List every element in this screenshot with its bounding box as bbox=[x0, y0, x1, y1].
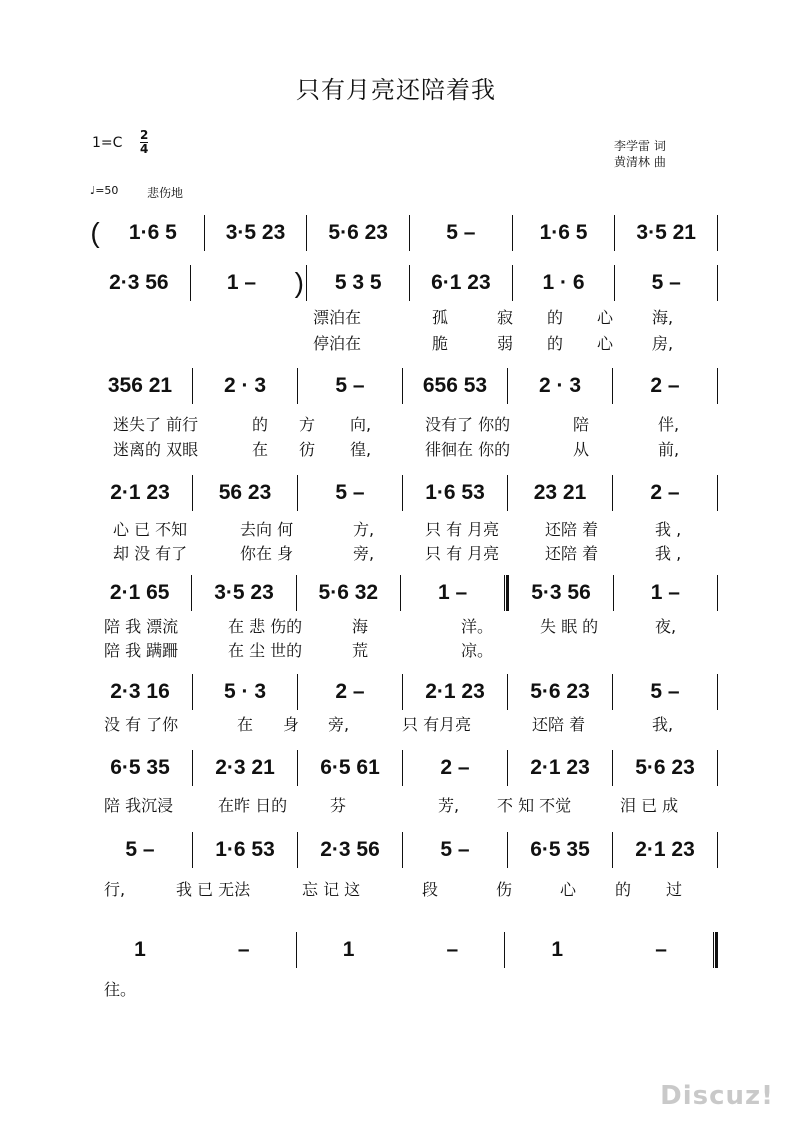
mood-marking: 悲伤地 bbox=[147, 186, 184, 200]
measure: 2 · 3 bbox=[223, 374, 267, 397]
measure: 5 – bbox=[440, 838, 470, 861]
measure: 2 – bbox=[650, 374, 680, 397]
measure: 23 21 bbox=[533, 481, 587, 504]
lyric-word: 心 bbox=[597, 334, 614, 353]
lyric-word: 没有了 你的 bbox=[425, 415, 511, 434]
lyric-line bbox=[88, 877, 718, 899]
lyric-word: 徨, bbox=[350, 440, 372, 459]
lyric-word: 在 悲 伤的 bbox=[228, 617, 303, 636]
lyric-word: 还陪 着 bbox=[532, 715, 586, 734]
lyric-word: 方 bbox=[299, 415, 316, 434]
lyric-line bbox=[88, 977, 718, 999]
measure: 1·6 53 bbox=[425, 481, 485, 504]
measure: 5·6 32 bbox=[318, 581, 379, 604]
barline bbox=[717, 215, 718, 251]
lyric-word: 还陪 着 bbox=[545, 544, 599, 563]
measure: 6·5 61 bbox=[320, 756, 380, 779]
measure: 2·3 56 bbox=[320, 838, 380, 861]
time-signature-bottom: 4 bbox=[140, 142, 149, 156]
barline bbox=[717, 368, 718, 404]
lyric-word: 只 有 月亮 bbox=[425, 544, 500, 563]
lyric-word: 芳, bbox=[438, 796, 460, 815]
lyric-word: 海, bbox=[652, 308, 674, 327]
composer: 黄清林 曲 bbox=[614, 155, 666, 169]
measure: 2·3 16 bbox=[110, 680, 170, 703]
lyric-line bbox=[88, 331, 718, 353]
measure: 2 – bbox=[335, 680, 365, 703]
music-line bbox=[88, 366, 718, 406]
measure: – bbox=[655, 938, 667, 961]
final-barline bbox=[713, 932, 718, 968]
measure: 1 bbox=[551, 938, 564, 961]
music-line bbox=[88, 573, 718, 613]
lyric-word: 我 已 无法 bbox=[176, 880, 251, 899]
lyric-word: 陪 bbox=[573, 415, 590, 434]
measure: – bbox=[237, 938, 250, 961]
measure: 2 – bbox=[650, 481, 680, 504]
measure: 1 · 6 bbox=[542, 271, 585, 294]
lyric-word: 迷失了 前行 bbox=[113, 415, 199, 434]
lyric-line bbox=[88, 614, 718, 636]
measure: 1 – bbox=[650, 581, 680, 604]
measure: 2·1 23 bbox=[110, 481, 170, 504]
measure: 2 · 3 bbox=[538, 374, 582, 397]
measure: 5·6 23 bbox=[635, 756, 695, 779]
measure: 2·1 23 bbox=[530, 756, 590, 779]
measure: 1 bbox=[342, 938, 355, 961]
lyric-word: 的 bbox=[547, 308, 564, 327]
lyric-word: 弱 bbox=[497, 334, 514, 353]
lyric-word: 迷离的 双眼 bbox=[113, 440, 199, 459]
measure: 2·1 23 bbox=[635, 838, 695, 861]
measure: 5 – bbox=[651, 271, 681, 294]
measure: 1·6 5 bbox=[539, 221, 588, 244]
measure: – bbox=[446, 938, 459, 961]
lyric-word: 旁, bbox=[328, 715, 350, 734]
measure: 2·3 56 bbox=[109, 271, 169, 294]
lyric-word: 脆 bbox=[432, 334, 449, 353]
barline bbox=[717, 575, 718, 611]
lyric-word: 陪 我 漂流 bbox=[104, 617, 179, 636]
barline bbox=[717, 832, 718, 868]
tempo-marking: ♩=50 bbox=[90, 184, 119, 197]
lyric-word: 伴, bbox=[658, 415, 680, 434]
measure: 5 – bbox=[650, 680, 680, 703]
measure: 6·5 35 bbox=[530, 838, 590, 861]
measure: 2·1 65 bbox=[109, 581, 170, 604]
lyric-word: 伤 bbox=[496, 880, 513, 899]
music-line bbox=[88, 830, 718, 870]
lyric-word: 失 眠 的 bbox=[540, 617, 599, 636]
lyric-word: 漂泊在 bbox=[313, 308, 362, 327]
lyric-word: 从 bbox=[573, 440, 590, 459]
lyric-word: 寂 bbox=[497, 308, 514, 327]
lyric-word: 往。 bbox=[104, 980, 137, 999]
lyric-line bbox=[88, 305, 718, 327]
music-line bbox=[88, 672, 718, 712]
lyric-word: 的 bbox=[547, 334, 564, 353]
lyric-word: 心 bbox=[560, 880, 577, 899]
barline bbox=[717, 265, 718, 301]
lyric-word: 在 bbox=[252, 440, 269, 459]
measure: 2 – bbox=[440, 756, 470, 779]
lyric-line bbox=[88, 517, 718, 539]
barline bbox=[717, 674, 718, 710]
lyric-word: 在昨 日的 bbox=[218, 796, 288, 815]
measure: 3·5 23 bbox=[225, 221, 286, 244]
lyric-word: 洋。 bbox=[461, 617, 494, 636]
lyric-word: 方, bbox=[353, 520, 375, 539]
time-signature bbox=[140, 129, 148, 156]
measure: 6·1 23 bbox=[431, 271, 491, 294]
measure: 5 – bbox=[125, 838, 155, 861]
lyric-word: 夜, bbox=[655, 617, 677, 636]
barline bbox=[717, 475, 718, 511]
lyric-word: 停泊在 bbox=[313, 334, 362, 353]
lyric-word: 荒 bbox=[352, 641, 369, 660]
measure: 5 3 5 bbox=[334, 271, 382, 294]
measure: 356 21 bbox=[107, 374, 173, 397]
parenthesis: ) bbox=[294, 267, 304, 298]
music-line bbox=[88, 213, 718, 253]
lyric-word: 彷 bbox=[299, 440, 316, 459]
measure: 1 bbox=[134, 938, 146, 961]
measure: 1 – bbox=[226, 271, 257, 294]
lyric-word: 向, bbox=[350, 415, 372, 434]
lyric-word: 的 bbox=[252, 415, 269, 434]
lyric-word: 去向 何 bbox=[240, 520, 294, 539]
lyric-word: 旁, bbox=[353, 544, 375, 563]
measure: 3·5 23 bbox=[214, 581, 274, 604]
lyric-word: 陪 我沉浸 bbox=[104, 796, 174, 815]
lyric-word: 你在 身 bbox=[240, 544, 294, 563]
lyric-line bbox=[88, 412, 718, 434]
measure: 1·6 53 bbox=[215, 838, 275, 861]
lyric-word: 我, bbox=[652, 715, 674, 734]
lyric-word: 行, bbox=[104, 880, 126, 899]
lyric-word: 陪 我 蹒跚 bbox=[104, 641, 179, 660]
music-line bbox=[88, 473, 718, 513]
measure: 56 23 bbox=[218, 481, 272, 504]
lyric-word: 在 bbox=[237, 715, 254, 734]
key-signature: 1=C bbox=[92, 135, 123, 151]
lyric-word: 我 , bbox=[655, 544, 682, 563]
watermark: Discuz! bbox=[660, 1081, 774, 1111]
lyric-word: 身 bbox=[283, 715, 300, 734]
measure: 656 53 bbox=[422, 374, 488, 397]
lyric-word: 芬 bbox=[330, 796, 347, 815]
lyric-line bbox=[88, 712, 718, 734]
lyric-word: 房, bbox=[652, 334, 674, 353]
measure: 5·6 23 bbox=[328, 221, 388, 244]
lyric-word: 海 bbox=[352, 617, 369, 636]
lyric-word: 忘 记 这 bbox=[302, 880, 361, 899]
measure: 5 – bbox=[335, 481, 365, 504]
lyric-word: 只 有 月亮 bbox=[425, 520, 500, 539]
music-line bbox=[88, 748, 718, 788]
lyricist: 李学雷 词 bbox=[614, 139, 666, 153]
lyric-word: 孤 bbox=[432, 308, 449, 327]
lyric-word: 不 知 不觉 bbox=[497, 796, 572, 815]
lyric-word: 只 有月亮 bbox=[402, 715, 472, 734]
lyric-line bbox=[88, 437, 718, 459]
measure: 1·6 5 bbox=[128, 221, 177, 244]
lyric-word: 心 已 不知 bbox=[113, 520, 188, 539]
lyric-word: 我 , bbox=[655, 520, 682, 539]
lyric-word: 却 没 有了 bbox=[113, 544, 188, 563]
parenthesis: ( bbox=[90, 217, 100, 248]
measure: 6·5 35 bbox=[110, 756, 170, 779]
measure: 5 – bbox=[446, 221, 476, 244]
song-title: 只有月亮还陪着我 bbox=[296, 76, 496, 104]
lyric-word: 前, bbox=[658, 440, 680, 459]
music-line bbox=[88, 930, 718, 970]
credits bbox=[614, 138, 666, 170]
lyric-word: 凉。 bbox=[461, 641, 494, 660]
lyric-word: 心 bbox=[597, 308, 614, 327]
lyric-line bbox=[88, 793, 718, 815]
lyric-word: 还陪 着 bbox=[545, 520, 599, 539]
lyric-word: 泪 已 成 bbox=[620, 796, 679, 815]
measure: 1 – bbox=[438, 581, 468, 604]
measure: 3·5 21 bbox=[636, 221, 696, 244]
measure: 5 · 3 bbox=[223, 680, 267, 703]
music-line bbox=[88, 263, 718, 303]
measure: 2·1 23 bbox=[425, 680, 485, 703]
lyric-word: 徘徊在 你的 bbox=[425, 440, 511, 459]
measure: 2·3 21 bbox=[215, 756, 275, 779]
barline bbox=[717, 750, 718, 786]
time-signature-top: 2 bbox=[140, 128, 149, 142]
measure: 5 – bbox=[335, 374, 365, 397]
measure: 5·3 56 bbox=[531, 581, 591, 604]
lyric-word: 的 bbox=[615, 880, 632, 899]
lyric-word: 过 bbox=[666, 880, 683, 899]
lyric-line bbox=[88, 541, 718, 563]
measure: 5·6 23 bbox=[530, 680, 590, 703]
lyric-word: 在 尘 世的 bbox=[228, 641, 303, 660]
lyric-line bbox=[88, 638, 718, 660]
lyric-word: 没 有 了你 bbox=[104, 715, 179, 734]
lyric-word: 段 bbox=[422, 880, 439, 899]
